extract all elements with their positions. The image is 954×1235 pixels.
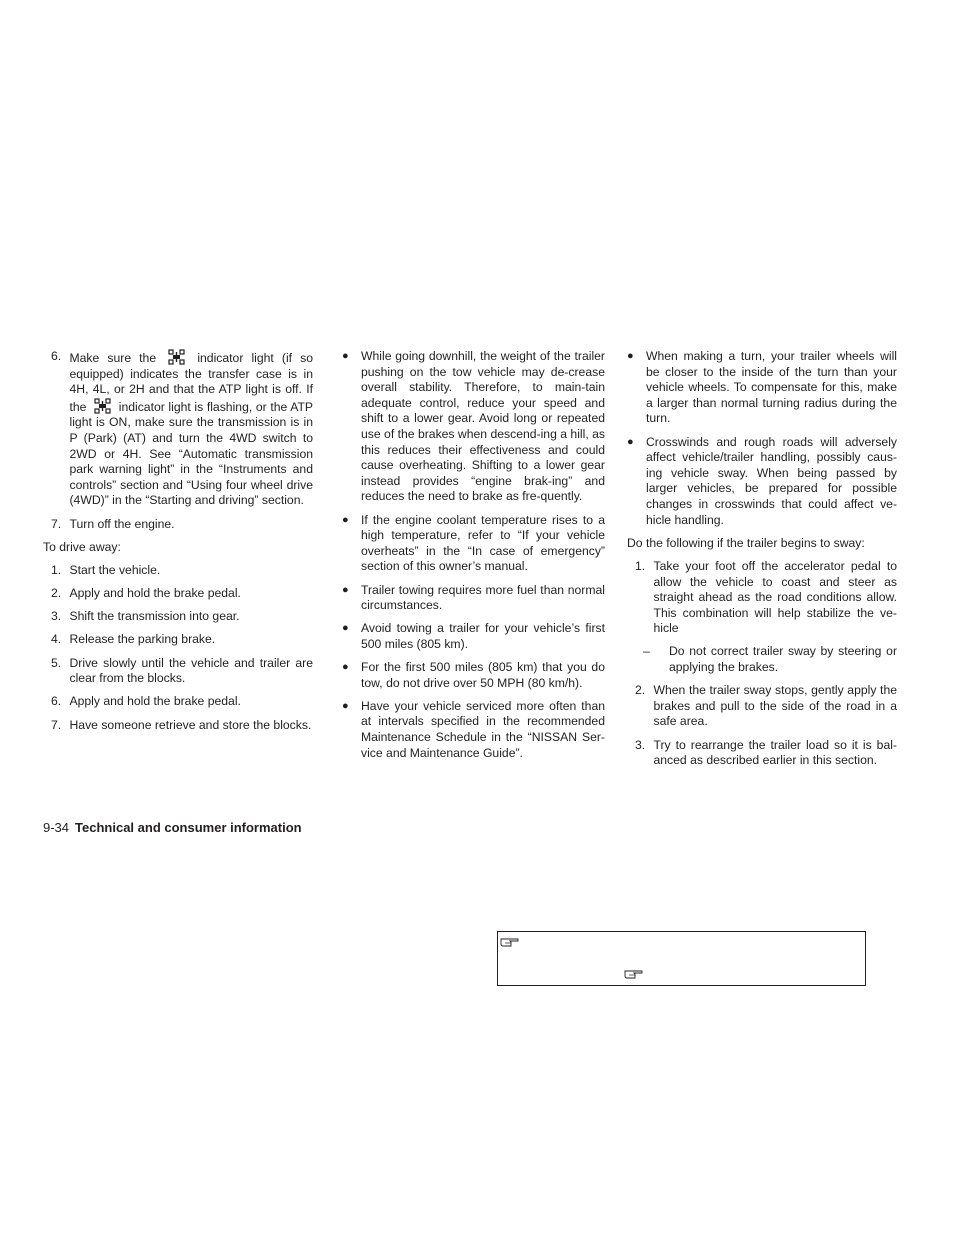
step-text: Have someone retrieve and store the blocks.: [69, 717, 312, 732]
list-item: [43, 718, 313, 734]
bullet-icon: ●: [342, 583, 349, 596]
bullet-text: When making a turn, your trailer wheels will be closer to the inside of the turn than your vehicle wheels. To compensate for this, make a larger than normal turning radius during the turn.: [646, 349, 897, 426]
list-item: [43, 349, 313, 509]
column-middle: [342, 349, 605, 769]
step-number: 6.: [51, 349, 62, 363]
step-number: 2.: [51, 586, 62, 601]
step-number: 2.: [635, 683, 646, 698]
step-text: Apply and hold the brake pedal.: [69, 694, 241, 709]
section-label: To drive away:: [43, 539, 121, 554]
step-number: 4.: [51, 632, 62, 647]
step-text: Try to rearrange the trailer load so it is bal-anced as described earlier in this section.: [653, 737, 897, 768]
list-item: [43, 586, 313, 602]
bullet-icon: ●: [342, 661, 349, 674]
bullet-text: For the first 500 miles (805 km) that you do tow, do not drive over 50 MPH (80 km/h).: [361, 660, 605, 690]
bullet-item: [627, 435, 897, 529]
step-number: 1.: [635, 558, 646, 573]
column-left: [43, 349, 313, 741]
column-right: [627, 349, 897, 776]
4wd-indicator-icon: [168, 349, 185, 365]
list-item: [627, 559, 897, 637]
list-item: [43, 694, 313, 710]
list-item: [43, 563, 313, 579]
dash-marker: –: [643, 644, 650, 659]
list-item: [627, 683, 897, 730]
bullet-item: [342, 349, 605, 505]
step-text: Turn off the engine.: [69, 516, 175, 531]
bullet-item: [627, 349, 897, 427]
bullet-text: If the engine coolant temperature rises to a high temperature, refer to “If your vehicle overheats” in the “In case of emergency” section of this owner’s manual.: [361, 512, 605, 574]
step-text: Start the vehicle.: [69, 562, 161, 577]
bullet-text: Avoid towing a trailer for your vehicle’s first 500 miles (805 km).: [361, 621, 605, 651]
list-item: [627, 738, 897, 769]
step-text: Drive slowly until the vehicle and trailer are clear from the blocks.: [69, 655, 313, 686]
bullet-icon: ●: [342, 513, 349, 526]
bullet-icon: ●: [342, 699, 349, 712]
step-text: indicator light is flashing, or the ATP light is ON, make sure the transmission is in P (Park) (AT) and turn the 4WD switch to 2WD or 4H. See “Automatic transmission park warning light” in the “Instruments and controls” section and “Using four wheel drive (4WD)” in the “Starting and driving” section.: [69, 399, 314, 508]
step-text: Release the parking brake.: [69, 632, 216, 647]
4wd-indicator-icon: [94, 398, 111, 414]
footer-section-title: Technical and consumer information: [75, 820, 302, 835]
pointing-hand-icon: [624, 967, 644, 979]
step-number: 3.: [51, 609, 62, 624]
step-text: Shift the transmission into gear.: [69, 609, 240, 624]
step-text: Take your foot off the accelerator pedal to allow the vehicle to coast and steer as straight ahead as the road conditions allow. This combination will help stabilize the ve-hicle: [653, 558, 897, 636]
step-text: Make sure the: [69, 351, 157, 365]
step-number: 7.: [51, 516, 62, 531]
list-item: [43, 656, 313, 687]
sub-item: [627, 644, 897, 675]
bullet-item: [342, 513, 605, 575]
page-number: 9-34: [43, 820, 70, 835]
bullet-item: [342, 660, 605, 691]
step-text: Apply and hold the brake pedal.: [69, 586, 241, 601]
bullet-icon: ●: [342, 622, 349, 635]
bullet-text: Trailer towing requires more fuel than normal circumstances.: [361, 582, 605, 613]
bullet-text: Crosswinds and rough roads will adversely affect vehicle/trailer handling, possibly caus-ing vehicle sway. When being passed by larger vehicles, be prepared for possible changes in crosswinds that could affect ve-hicle handling.: [646, 434, 897, 527]
bullet-icon: ●: [342, 350, 349, 362]
note-box: [497, 931, 866, 986]
bullet-text: While going downhill, the weight of the trailer pushing on the tow vehicle may de-crease overall stability. Therefore, to main-tain adequate control, reduce your speed and shift to a lower gear. Avoid long or repeated use of the brakes when descend-ing a hill, as this reduces their effectiveness and could cause overheating. Shifting to a lower gear instead provides “engine brak-ing” and reduces the need to brake as fre-quently.: [361, 349, 605, 504]
page-footer: [43, 820, 302, 835]
bullet-item: [342, 621, 605, 652]
step-number: 7.: [51, 717, 62, 732]
bullet-icon: ●: [627, 435, 634, 448]
step-number: 1.: [51, 562, 62, 577]
list-item: [43, 517, 313, 533]
list-item: [43, 609, 313, 625]
bullet-item: [342, 699, 605, 761]
list-item: [43, 632, 313, 648]
step-number: 3.: [635, 737, 646, 752]
sub-item-text: Do not correct trailer sway by steering or applying the brakes.: [669, 644, 897, 675]
pointing-hand-icon: [500, 935, 520, 947]
section-label: Do the following if the trailer begins to sway:: [627, 535, 865, 550]
bullet-item: [342, 583, 605, 614]
bullet-text: Have your vehicle serviced more often than at intervals specified in the recommended Maintenance Schedule in the “NISSAN Ser-vice and Maintenance Guide”.: [361, 698, 605, 760]
bullet-icon: ●: [627, 350, 634, 362]
step-text: indicator light (if so equipped) indicates the transfer case is in 4H, 4L, or 2H and that the ATP light is off. If the: [69, 351, 314, 414]
step-number: 6.: [51, 694, 62, 709]
step-text: When the trailer sway stops, gently apply the brakes and pull to the side of the road in a safe area.: [653, 683, 897, 729]
step-number: 5.: [51, 655, 62, 670]
